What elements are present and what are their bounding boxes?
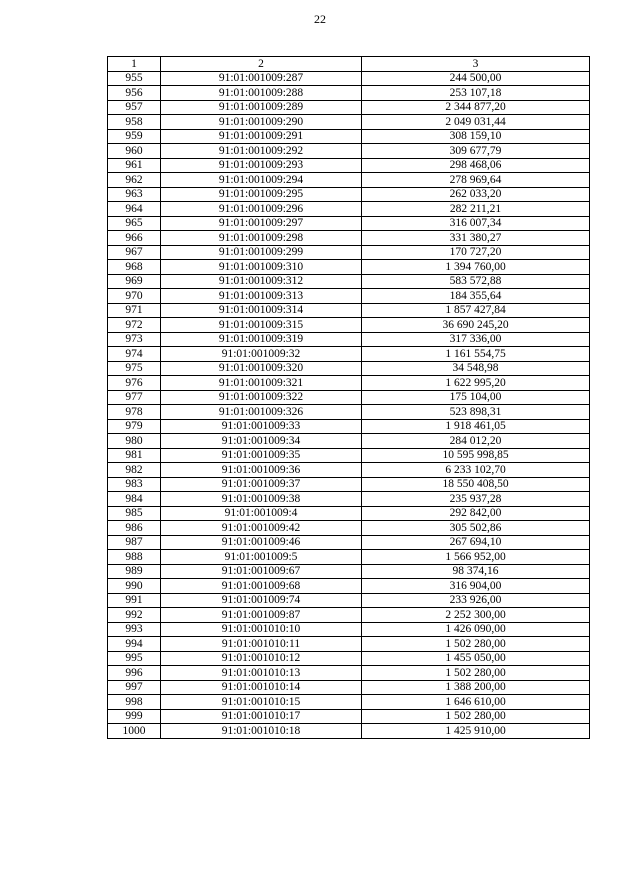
row-index-cell: 998 [108, 695, 161, 710]
cadastral-number-cell: 91:01:001009:319 [161, 332, 362, 347]
cadastral-number-cell: 91:01:001009:322 [161, 390, 362, 405]
cadastral-number-cell: 91:01:001009:296 [161, 202, 362, 217]
cadastral-value-cell: 244 500,00 [362, 71, 590, 86]
table-row [108, 260, 590, 275]
row-index-cell: 996 [108, 666, 161, 681]
cadastral-value-cell: 170 727,20 [362, 245, 590, 260]
row-index-cell: 960 [108, 144, 161, 159]
table-row [108, 477, 590, 492]
cadastral-number-cell: 91:01:001010:11 [161, 637, 362, 652]
cadastral-value-cell: 316 007,34 [362, 216, 590, 231]
cadastral-value-cell: 1 426 090,00 [362, 622, 590, 637]
cadastral-number-cell: 91:01:001009:314 [161, 303, 362, 318]
cadastral-value-cell: 175 104,00 [362, 390, 590, 405]
cadastral-number-cell: 91:01:001009:291 [161, 129, 362, 144]
cadastral-value-cell: 262 033,20 [362, 187, 590, 202]
cadastral-value-cell: 1 502 280,00 [362, 637, 590, 652]
row-index-cell: 991 [108, 593, 161, 608]
cadastral-number-cell: 91:01:001009:37 [161, 477, 362, 492]
table-row [108, 144, 590, 159]
cadastral-value-cell: 308 159,10 [362, 129, 590, 144]
row-index-cell: 995 [108, 651, 161, 666]
row-index-cell: 985 [108, 506, 161, 521]
table-row [108, 593, 590, 608]
row-index-cell: 992 [108, 608, 161, 623]
cadastral-number-cell: 91:01:001009:34 [161, 434, 362, 449]
row-index-cell: 983 [108, 477, 161, 492]
cadastral-number-cell: 91:01:001009:297 [161, 216, 362, 231]
cadastral-number-cell: 91:01:001009:288 [161, 86, 362, 101]
row-index-cell: 988 [108, 550, 161, 565]
row-index-cell: 957 [108, 100, 161, 115]
row-index-cell: 968 [108, 260, 161, 275]
cadastral-value-cell: 278 969,64 [362, 173, 590, 188]
cadastral-value-cell: 316 904,00 [362, 579, 590, 594]
table-row [108, 521, 590, 536]
cadastral-number-cell: 91:01:001010:15 [161, 695, 362, 710]
cadastral-value-cell: 331 380,27 [362, 231, 590, 246]
cadastral-value-cell: 282 211,21 [362, 202, 590, 217]
cadastral-value-cell: 1 857 427,84 [362, 303, 590, 318]
cadastral-value-cell: 2 252 300,00 [362, 608, 590, 623]
table-row [108, 651, 590, 666]
row-index-cell: 969 [108, 274, 161, 289]
cadastral-number-cell: 91:01:001009:320 [161, 361, 362, 376]
cadastral-value-cell: 2 049 031,44 [362, 115, 590, 130]
row-index-cell: 978 [108, 405, 161, 420]
row-index-cell: 959 [108, 129, 161, 144]
cadastral-number-cell: 91:01:001009:68 [161, 579, 362, 594]
row-index-cell: 1000 [108, 724, 161, 739]
table-row [108, 709, 590, 724]
cadastral-value-cell: 309 677,79 [362, 144, 590, 159]
table-row [108, 448, 590, 463]
cadastral-value-cell: 523 898,31 [362, 405, 590, 420]
table-row [108, 318, 590, 333]
row-index-cell: 967 [108, 245, 161, 260]
cadastral-value-cell: 18 550 408,50 [362, 477, 590, 492]
cadastral-value-cell: 1 502 280,00 [362, 666, 590, 681]
table-row [108, 564, 590, 579]
cadastral-number-cell: 91:01:001009:36 [161, 463, 362, 478]
cadastral-number-cell: 91:01:001010:13 [161, 666, 362, 681]
cadastral-number-cell: 91:01:001009:310 [161, 260, 362, 275]
cadastral-number-cell: 91:01:001009:5 [161, 550, 362, 565]
table-header-row [108, 57, 590, 72]
table-row [108, 289, 590, 304]
table-row [108, 361, 590, 376]
row-index-cell: 980 [108, 434, 161, 449]
table-row [108, 129, 590, 144]
row-index-cell: 987 [108, 535, 161, 550]
table-row [108, 187, 590, 202]
table-row [108, 231, 590, 246]
table-row [108, 506, 590, 521]
row-index-cell: 956 [108, 86, 161, 101]
table-row [108, 622, 590, 637]
page-number: 22 [314, 12, 326, 26]
table-body [108, 71, 590, 738]
table-row [108, 71, 590, 86]
table-row [108, 390, 590, 405]
row-index-cell: 984 [108, 492, 161, 507]
cadastral-number-cell: 91:01:001009:287 [161, 71, 362, 86]
cadastral-number-cell: 91:01:001009:87 [161, 608, 362, 623]
row-index-cell: 976 [108, 376, 161, 391]
table-row [108, 405, 590, 420]
cadastral-value-cell: 233 926,00 [362, 593, 590, 608]
table-row [108, 695, 590, 710]
column-header-cadastral-number: 2 [161, 57, 362, 72]
row-index-cell: 955 [108, 71, 161, 86]
cadastral-number-cell: 91:01:001009:67 [161, 564, 362, 579]
row-index-cell: 975 [108, 361, 161, 376]
cadastral-number-cell: 91:01:001009:321 [161, 376, 362, 391]
table-row [108, 202, 590, 217]
row-index-cell: 972 [108, 318, 161, 333]
cadastral-value-cell: 1 161 554,75 [362, 347, 590, 362]
cadastral-value-cell: 298 468,06 [362, 158, 590, 173]
table-row [108, 463, 590, 478]
cadastral-number-cell: 91:01:001009:4 [161, 506, 362, 521]
cadastral-number-cell: 91:01:001009:46 [161, 535, 362, 550]
cadastral-number-cell: 91:01:001009:38 [161, 492, 362, 507]
row-index-cell: 963 [108, 187, 161, 202]
cadastral-number-cell: 91:01:001009:315 [161, 318, 362, 333]
row-index-cell: 971 [108, 303, 161, 318]
row-index-cell: 965 [108, 216, 161, 231]
table-row [108, 274, 590, 289]
cadastral-number-cell: 91:01:001009:32 [161, 347, 362, 362]
cadastral-value-cell: 292 842,00 [362, 506, 590, 521]
table-row [108, 376, 590, 391]
row-index-cell: 999 [108, 709, 161, 724]
cadastral-value-cell: 1 622 995,20 [362, 376, 590, 391]
cadastral-value-cell: 253 107,18 [362, 86, 590, 101]
row-index-cell: 974 [108, 347, 161, 362]
cadastral-number-cell: 91:01:001009:74 [161, 593, 362, 608]
cadastral-value-cell: 317 336,00 [362, 332, 590, 347]
table-row [108, 347, 590, 362]
cadastral-value-cell: 305 502,86 [362, 521, 590, 536]
table-row [108, 216, 590, 231]
cadastral-number-cell: 91:01:001010:14 [161, 680, 362, 695]
cadastral-value-cell: 583 572,88 [362, 274, 590, 289]
cadastral-number-cell: 91:01:001009:313 [161, 289, 362, 304]
cadastral-value-cell: 184 355,64 [362, 289, 590, 304]
row-index-cell: 982 [108, 463, 161, 478]
cadastral-number-cell: 91:01:001009:289 [161, 100, 362, 115]
column-header-index: 1 [108, 57, 161, 72]
row-index-cell: 989 [108, 564, 161, 579]
cadastral-value-cell: 1 566 952,00 [362, 550, 590, 565]
row-index-cell: 986 [108, 521, 161, 536]
table-row [108, 245, 590, 260]
cadastral-value-cell: 1 388 200,00 [362, 680, 590, 695]
row-index-cell: 958 [108, 115, 161, 130]
row-index-cell: 981 [108, 448, 161, 463]
cadastral-number-cell: 91:01:001010:10 [161, 622, 362, 637]
row-index-cell: 966 [108, 231, 161, 246]
table-row [108, 115, 590, 130]
cadastral-value-cell: 1 394 760,00 [362, 260, 590, 275]
cadastral-number-cell: 91:01:001010:18 [161, 724, 362, 739]
cadastral-value-cell: 36 690 245,20 [362, 318, 590, 333]
table-row [108, 535, 590, 550]
cadastral-number-cell: 91:01:001009:293 [161, 158, 362, 173]
row-index-cell: 973 [108, 332, 161, 347]
table-row [108, 173, 590, 188]
cadastral-value-cell: 267 694,10 [362, 535, 590, 550]
cadastral-number-cell: 91:01:001009:294 [161, 173, 362, 188]
cadastral-value-cell: 1 646 610,00 [362, 695, 590, 710]
cadastral-number-cell: 91:01:001009:295 [161, 187, 362, 202]
table-row [108, 637, 590, 652]
table-row [108, 303, 590, 318]
row-index-cell: 970 [108, 289, 161, 304]
row-index-cell: 961 [108, 158, 161, 173]
table-row [108, 666, 590, 681]
cadastral-value-cell: 34 548,98 [362, 361, 590, 376]
table-row [108, 100, 590, 115]
table-row [108, 680, 590, 695]
cadastral-number-cell: 91:01:001009:35 [161, 448, 362, 463]
cadastral-value-table [107, 56, 590, 739]
row-index-cell: 964 [108, 202, 161, 217]
table-row [108, 492, 590, 507]
cadastral-number-cell: 91:01:001009:33 [161, 419, 362, 434]
cadastral-value-cell: 235 937,28 [362, 492, 590, 507]
cadastral-value-cell: 1 425 910,00 [362, 724, 590, 739]
table-row [108, 158, 590, 173]
cadastral-number-cell: 91:01:001010:17 [161, 709, 362, 724]
cadastral-number-cell: 91:01:001009:312 [161, 274, 362, 289]
row-index-cell: 993 [108, 622, 161, 637]
table-row [108, 434, 590, 449]
row-index-cell: 977 [108, 390, 161, 405]
column-header-value: 3 [362, 57, 590, 72]
table-row [108, 332, 590, 347]
cadastral-number-cell: 91:01:001009:42 [161, 521, 362, 536]
cadastral-number-cell: 91:01:001009:290 [161, 115, 362, 130]
cadastral-number-cell: 91:01:001009:299 [161, 245, 362, 260]
table-row [108, 86, 590, 101]
table-row [108, 608, 590, 623]
table-row [108, 419, 590, 434]
table-row [108, 550, 590, 565]
cadastral-number-cell: 91:01:001009:298 [161, 231, 362, 246]
row-index-cell: 997 [108, 680, 161, 695]
cadastral-value-cell: 2 344 877,20 [362, 100, 590, 115]
row-index-cell: 990 [108, 579, 161, 594]
cadastral-value-cell: 98 374,16 [362, 564, 590, 579]
cadastral-value-cell: 284 012,20 [362, 434, 590, 449]
row-index-cell: 979 [108, 419, 161, 434]
cadastral-value-cell: 1 918 461,05 [362, 419, 590, 434]
row-index-cell: 962 [108, 173, 161, 188]
cadastral-value-cell: 10 595 998,85 [362, 448, 590, 463]
row-index-cell: 994 [108, 637, 161, 652]
cadastral-value-cell: 1 502 280,00 [362, 709, 590, 724]
cadastral-value-cell: 6 233 102,70 [362, 463, 590, 478]
cadastral-number-cell: 91:01:001010:12 [161, 651, 362, 666]
table-row [108, 724, 590, 739]
table-row [108, 579, 590, 594]
cadastral-number-cell: 91:01:001009:292 [161, 144, 362, 159]
cadastral-number-cell: 91:01:001009:326 [161, 405, 362, 420]
cadastral-value-cell: 1 455 050,00 [362, 651, 590, 666]
